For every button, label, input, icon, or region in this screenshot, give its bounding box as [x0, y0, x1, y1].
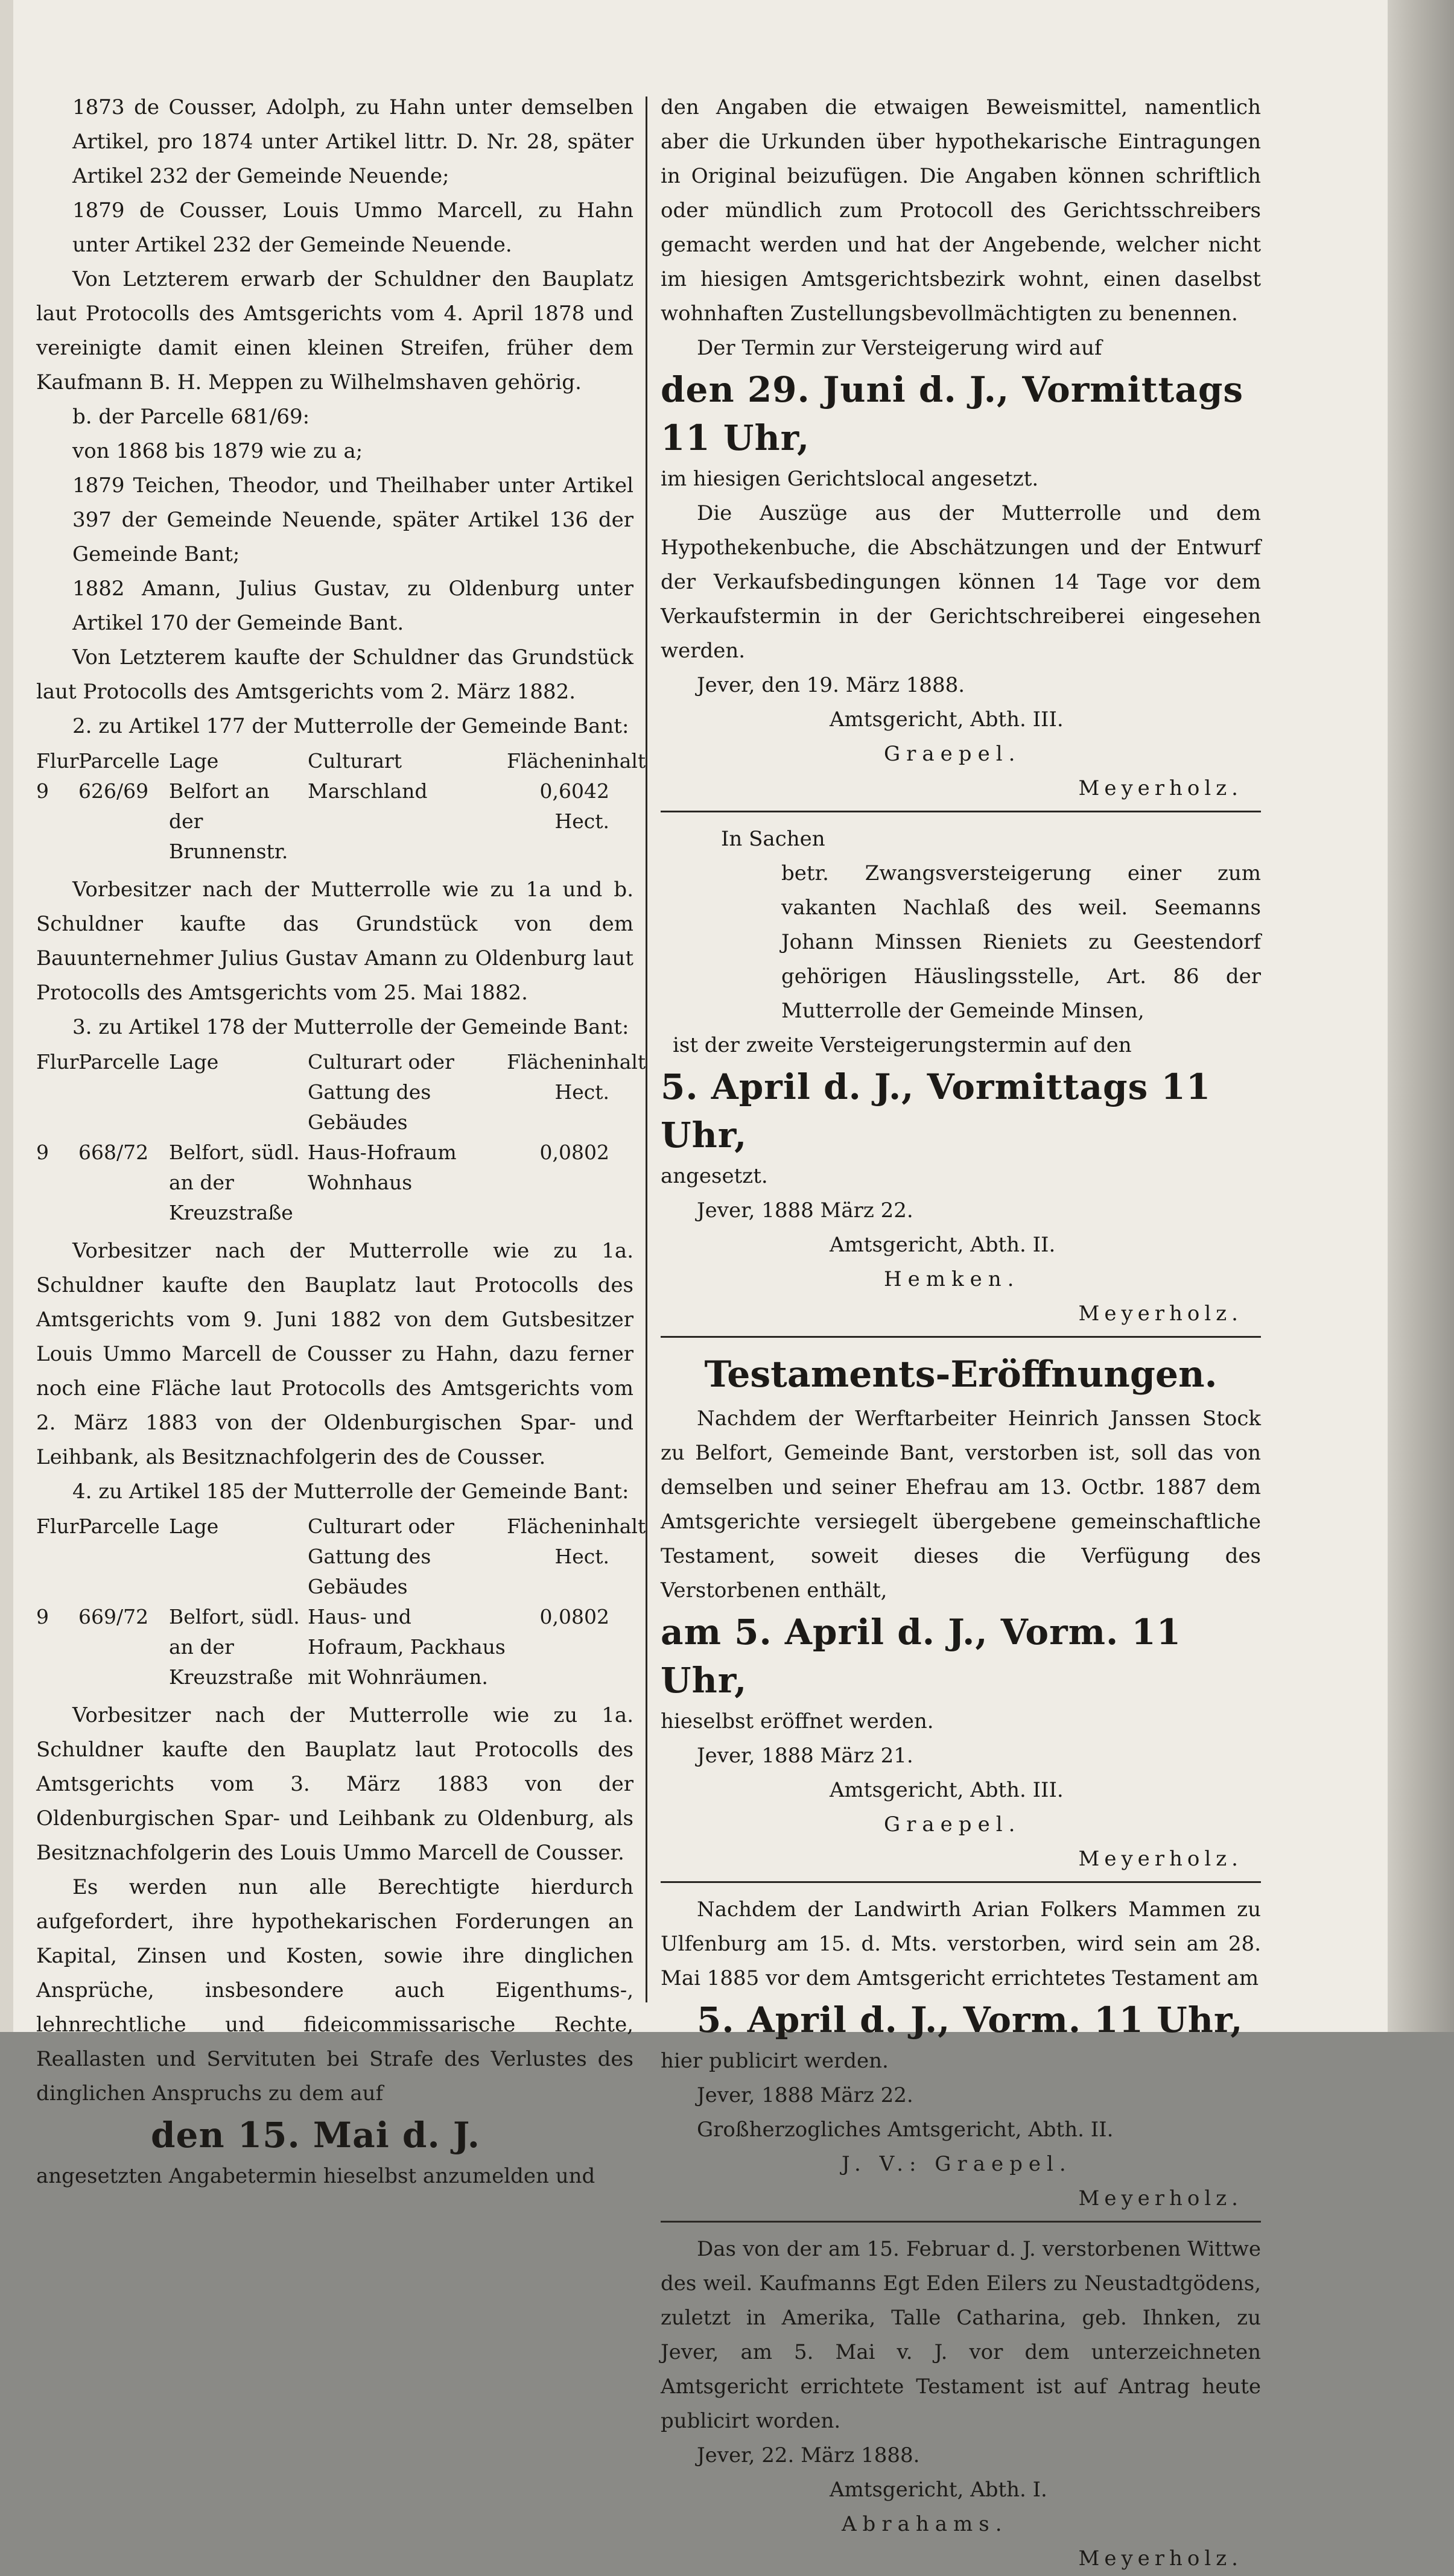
- clerk-name: Meyerholz.: [1078, 1302, 1243, 1326]
- opening-date: 5. April d. J., Vorm. 11 Uhr,: [697, 1999, 1243, 2040]
- left-paragraph: 1879 de Cousser, Louis Ummo Marcell, zu Hahn unter Artikel 232 der Gemeinde Neuende.: [72, 198, 633, 257]
- table-cell: 0,0802: [539, 1141, 609, 1164]
- right-paragraph: den Angaben die etwaigen Beweismittel, namentlich aber die Urkunden über hypothekarische Eintragungen in Original beizufügen. Die Angaben können schriftlich oder mündlich zum Protocoll des Gerichtsschreibers gemacht werden und hat der Angebende, welcher nicht im hiesigen Amtsgerichtsbezirk wohnt, einen daselbst wohnhaften Zustellungsbevollmächtigten zu benennen.: [661, 95, 1261, 326]
- left-paragraph: Von Letzterem erwarb der Schuldner den Bauplatz laut Protocolls des Amtsgerichts vom 4. April 1878 und vereinigte damit einen kleinen Streifen, früher dem Kaufmann B. H. Meppen zu Wilhelmshaven gehörig.: [36, 267, 633, 394]
- left-paragraph: b. der Parcelle 681/69:: [72, 405, 310, 429]
- left-paragraph: 4. zu Artikel 185 der Mutterrolle der Gemeinde Bant:: [72, 1479, 629, 1504]
- right-paragraph: angesetzt.: [661, 1164, 768, 1188]
- left-paragraph: Vorbesitzer nach der Mutterrolle wie zu 1a. Schuldner kaufte den Bauplatz laut Protocolls des Amtsgerichts vom 9. Juni 1882 von dem Gutsbesitzer Louis Ummo Marcell de Cousser zu Hahn, dazu ferner noch eine Fläche laut Protocolls des Amtsgerichts vom 2. März 1883 von der Oldenburgischen Spar- und Leihbank, als Besitznachfolgerin des de Cousser.: [36, 1239, 633, 1469]
- opening-date: am 5. April d. J., Vorm. 11 Uhr,: [661, 1612, 1182, 1701]
- table-cell: 9: [36, 1141, 49, 1164]
- table-cell: 669/72: [78, 1605, 149, 1628]
- auction-date: 5. April d. J., Vormittags 11 Uhr,: [661, 1066, 1211, 1156]
- table-cell: 0,6042 Hect.: [539, 779, 609, 833]
- table-cell: Parcelle: [78, 1050, 160, 1074]
- table-cell: Culturart oder Gattung des Gebäudes: [308, 1514, 454, 1598]
- table-cell: Flur: [36, 1050, 79, 1074]
- section-rule: [661, 811, 1261, 812]
- table-cell: Flur: [36, 749, 79, 773]
- table-cell: Haus-Hofraum Wohnhaus: [308, 1141, 457, 1194]
- section-rule: [661, 1881, 1261, 1883]
- right-paragraph: im hiesigen Gerichtslocal angesetzt.: [661, 467, 1039, 491]
- right-paragraph: Nachdem der Werftarbeiter Heinrich Janssen Stock zu Belfort, Gemeinde Bant, verstorben ist, soll das von demselben und seiner Ehefrau am 13. Octbr. 1887 dem Amtsgerichte versiegelt übergebene gemeinschaftliche Testament, soweit dieses die Verfügung des Verstorbenen enthält,: [661, 1407, 1261, 1603]
- clerk-name: Meyerholz.: [1078, 1847, 1243, 1871]
- table-cell: Lage: [169, 1050, 219, 1074]
- parcel-table-2: [36, 1047, 646, 1228]
- table-cell: Parcelle: [78, 749, 160, 773]
- place-date: Jever, 22. März 1888.: [697, 2443, 920, 2467]
- court-name: Großherzogliches Amtsgericht, Abth. II.: [697, 2118, 1114, 2142]
- left-paragraph: 3. zu Artikel 178 der Mutterrolle der Gemeinde Bant:: [72, 1015, 629, 1039]
- table-cell: Marschland: [308, 779, 428, 803]
- table-cell: Belfort an der Brunnenstr.: [169, 779, 288, 863]
- auction-date: den 29. Juni d. J., Vormittags 11 Uhr,: [661, 369, 1244, 458]
- table-row: [36, 1602, 633, 1692]
- table-cell: Flächeninhalt Hect.: [507, 1050, 646, 1104]
- court-name: Amtsgericht, Abth. II.: [830, 1233, 1056, 1257]
- table-cell: Belfort, südl. an der Kreuzstraße: [169, 1141, 300, 1224]
- table-cell: Belfort, südl. an der Kreuzstraße: [169, 1605, 300, 1689]
- table-cell: Lage: [169, 749, 219, 773]
- court-name: Amtsgericht, Abth. I.: [830, 2478, 1047, 2502]
- table-row: [36, 1138, 633, 1228]
- table-cell: 9: [36, 779, 49, 803]
- left-paragraph: Von Letzterem kaufte der Schuldner das Grundstück laut Protocolls des Amtsgerichts vom 2. März 1882.: [36, 645, 633, 704]
- table-row: [36, 776, 633, 867]
- table-cell: Haus- und Hofraum, Packhaus mit Wohnräumen.: [308, 1605, 506, 1689]
- left-paragraph: von 1868 bis 1879 wie zu a;: [72, 439, 363, 463]
- clerk-name: Meyerholz.: [1078, 2186, 1243, 2210]
- deadline-date: den 15. Mai d. J.: [151, 2115, 480, 2156]
- right-paragraph: hieselbst eröffnet werden.: [661, 1709, 934, 1733]
- binding-strip: [0, 0, 13, 2032]
- table-cell: 9: [36, 1605, 49, 1628]
- table-cell: Culturart oder Gattung des Gebäudes: [308, 1050, 454, 1134]
- left-paragraph: 1873 de Cousser, Adolph, zu Hahn unter demselben Artikel, pro 1874 unter Artikel littr. D. Nr. 28, später Artikel 232 der Gemeinde Neuende;: [72, 95, 633, 188]
- table-cell: 668/72: [78, 1141, 149, 1164]
- court-name: Amtsgericht, Abth. III.: [830, 1778, 1064, 1802]
- clerk-name: Meyerholz.: [1078, 776, 1243, 800]
- judge-name: J. V.: Graepel.: [842, 2152, 1072, 2176]
- table-header: [36, 1047, 646, 1138]
- place-date: Jever, 1888 März 22.: [697, 1198, 913, 1223]
- left-paragraph: 2. zu Artikel 177 der Mutterrolle der Gemeinde Bant:: [72, 714, 629, 738]
- judge-name: Abrahams.: [842, 2512, 1008, 2536]
- table-cell: 626/69: [78, 779, 149, 803]
- right-paragraph: In Sachen: [721, 827, 825, 851]
- place-date: Jever, 1888 März 22.: [697, 2083, 913, 2107]
- right-paragraph: Das von der am 15. Februar d. J. verstorbenen Wittwe des weil. Kaufmanns Egt Eden Eilers zu Neustadtgödens, zuletzt in Amerika, Talle Catharina, geb. Ihnken, zu Jever, am 5. Mai v. J. vor dem unterzeichneten Amtsgericht errichtete Testament ist auf Antrag heute publicirt worden.: [661, 2237, 1261, 2433]
- left-paragraph: 1882 Amann, Julius Gustav, zu Oldenburg unter Artikel 170 der Gemeinde Bant.: [72, 577, 633, 635]
- right-paragraph: Die Auszüge aus der Mutterrolle und dem Hypothekenbuche, die Abschätzungen und der Entwurf der Verkaufsbedingungen können 14 Tage vor dem Verkaufstermin in der Gerichtschreiberei eingesehen werden.: [661, 501, 1261, 663]
- table-cell: 0,0802: [539, 1605, 609, 1628]
- left-paragraph: Vorbesitzer nach der Mutterrolle wie zu 1a und b. Schuldner kaufte das Grundstück von dem Bauunternehmer Julius Gustav Amann zu Oldenburg laut Protocolls des Amtsgerichts vom 25. Mai 1882.: [36, 878, 633, 1005]
- section-heading: Testaments-Eröffnungen.: [704, 1353, 1217, 1396]
- place-date: Jever, 1888 März 21.: [697, 1744, 913, 1768]
- clerk-name: Meyerholz.: [1078, 2546, 1243, 2571]
- left-column: [36, 90, 646, 2194]
- table-cell: Parcelle: [78, 1514, 160, 1538]
- right-column: [661, 90, 1261, 2576]
- table-cell: Lage: [169, 1514, 219, 1538]
- judge-name: Graepel.: [884, 742, 1021, 766]
- column-divider: [646, 97, 647, 2002]
- right-paragraph: Der Termin zur Versteigerung wird auf: [697, 336, 1102, 360]
- table-cell: Culturart: [308, 749, 402, 773]
- left-paragraph: Vorbesitzer nach der Mutterrolle wie zu 1a. Schuldner kaufte den Bauplatz laut Protocolls des Amtsgerichts vom 3. März 1883 von der Oldenburgischen Spar- und Leihbank zu Oldenburg, als Besitznachfolgerin des Louis Ummo Marcell de Cousser.: [36, 1703, 633, 1865]
- table-cell: Flächeninhalt: [507, 749, 646, 773]
- right-paragraph: hier publicirt werden.: [661, 2049, 889, 2073]
- table-cell: Flächeninhalt Hect.: [507, 1514, 646, 1568]
- left-paragraph: angesetzten Angabetermin hieselbst anzumelden und: [36, 2164, 595, 2188]
- judge-name: Hemken.: [884, 1267, 1020, 1291]
- right-paragraph: ist der zweite Versteigerungstermin auf den: [673, 1033, 1132, 1057]
- parcel-table-1: [36, 746, 646, 867]
- section-rule: [661, 2221, 1261, 2223]
- right-paragraph: Nachdem der Landwirth Arian Folkers Mammen zu Ulfenburg am 15. d. Mts. verstorben, wird sein am 28. Mai 1885 vor dem Amtsgericht errichtetes Testament am: [661, 1897, 1261, 1990]
- place-date: Jever, den 19. März 1888.: [697, 673, 965, 697]
- page-edge: [1388, 0, 1454, 2032]
- court-name: Amtsgericht, Abth. III.: [830, 707, 1064, 732]
- right-paragraph: betr. Zwangsversteigerung einer zum vakanten Nachlaß des weil. Seemanns Johann Minssen Rieniets zu Geestendorf gehörigen Häuslingsstelle, Art. 86 der Mutterrolle der Gemeinde Minsen,: [781, 861, 1261, 1023]
- judge-name: Graepel.: [884, 1812, 1021, 1837]
- left-paragraph: 1879 Teichen, Theodor, und Theilhaber unter Artikel 397 der Gemeinde Neuende, später Artikel 136 der Gemeinde Bant;: [72, 473, 633, 566]
- table-header: [36, 1511, 646, 1602]
- parcel-table-3: [36, 1511, 646, 1692]
- section-rule: [661, 1336, 1261, 1338]
- table-cell: Flur: [36, 1514, 79, 1538]
- table-header: [36, 746, 646, 776]
- left-paragraph: Es werden nun alle Berechtigte hierdurch aufgefordert, ihre hypothekarischen Forderungen an Kapital, Zinsen und Kosten, sowie ihre dinglichen Ansprüche, insbesondere auch Eigenthums-, lehnrechtliche und fideicommissarische Rechte, Reallasten und Servituten bei Strafe des Verlustes des dinglichen Anspruchs zu dem auf: [36, 1875, 633, 2106]
